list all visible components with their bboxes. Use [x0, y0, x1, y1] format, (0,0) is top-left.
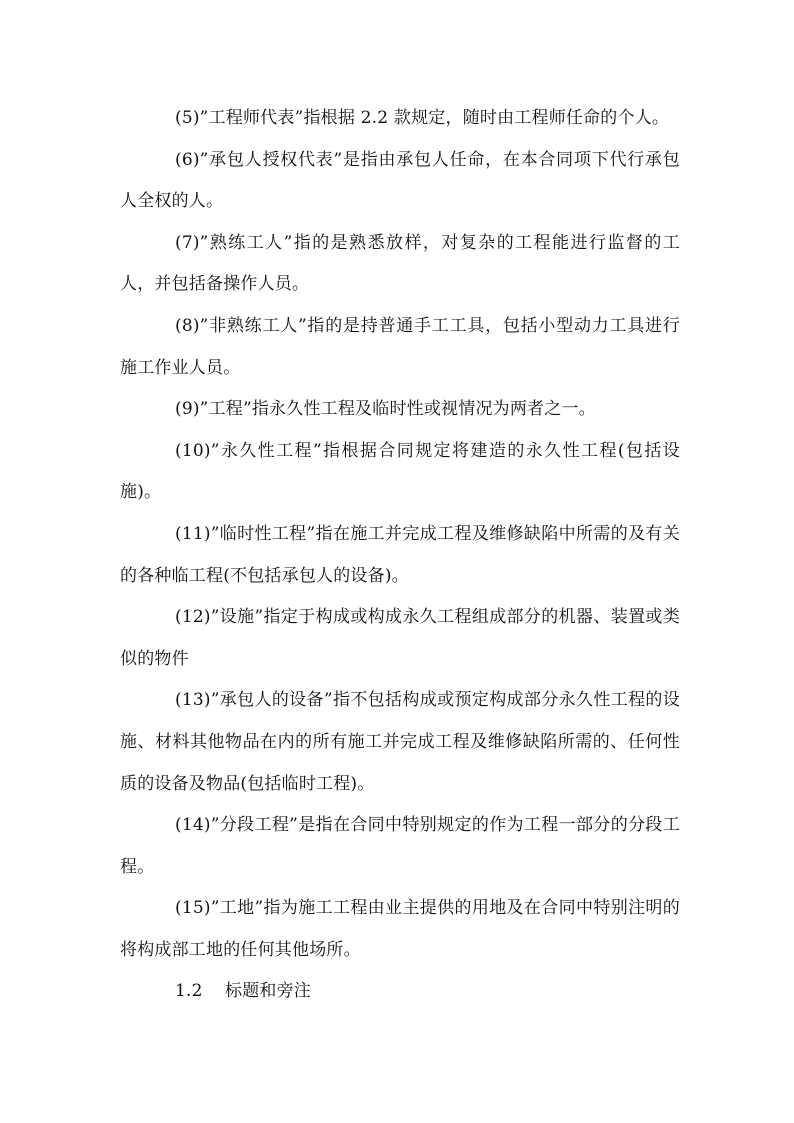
paragraph-item-14: (14)”分段工程”是指在合同中特别规定的作为工程一部分的分段工程。: [120, 815, 680, 877]
paragraph-item-5: (5)”工程师代表”指根据 2.2 款规定，随时由工程师任命的个人。: [175, 108, 670, 128]
paragraph-item-6: (6)”承包人授权代表”是指由承包人任命，在本合同项下代行承包人全权的人。: [120, 149, 680, 212]
paragraph-item-10: (10)”永久性工程”指根据合同规定将建造的永久性工程(包括设施)。: [120, 440, 680, 503]
paragraph-item-9: (9)”工程”指永久性工程及临时性或视情况为两者之一。: [175, 399, 596, 420]
paragraph-item-8: (8)”非熟练工人”指的是持普通手工工具，包括小型动力工具进行施工作业人员。: [120, 315, 680, 378]
paragraph-item-7: (7)”熟练工人”指的是熟悉放样，对复杂的工程能进行监督的工人，并包括备操作人员。: [120, 232, 680, 295]
section-heading: [120, 971, 680, 1013]
section-title: 标题和旁注: [225, 981, 311, 1002]
paragraph-item-12: (12)”设施”指定于构成或构成永久工程组成部分的机器、装置或类似的物件: [120, 607, 680, 669]
section-number: 1.2: [175, 981, 203, 1002]
paragraph-item-11: (11)”临时性工程”指在施工并完成工程及维修缺陷中所需的及有关的各种临工程(不包括承包人的设备)。: [120, 523, 680, 586]
document-body: [120, 98, 680, 1013]
paragraph-item-13: (13)”承包人的设备”指不包括构成或预定构成部分永久性工程的设施、材料其他物品在内的所有施工并完成工程及维修缺陷所需的、任何性质的设备及物品(包括临时工程)。: [120, 690, 680, 794]
paragraph-item-15: (15)”工地”指为施工工程由业主提供的用地及在合同中特别注明的将构成部工地的任何其他场所。: [120, 898, 680, 960]
